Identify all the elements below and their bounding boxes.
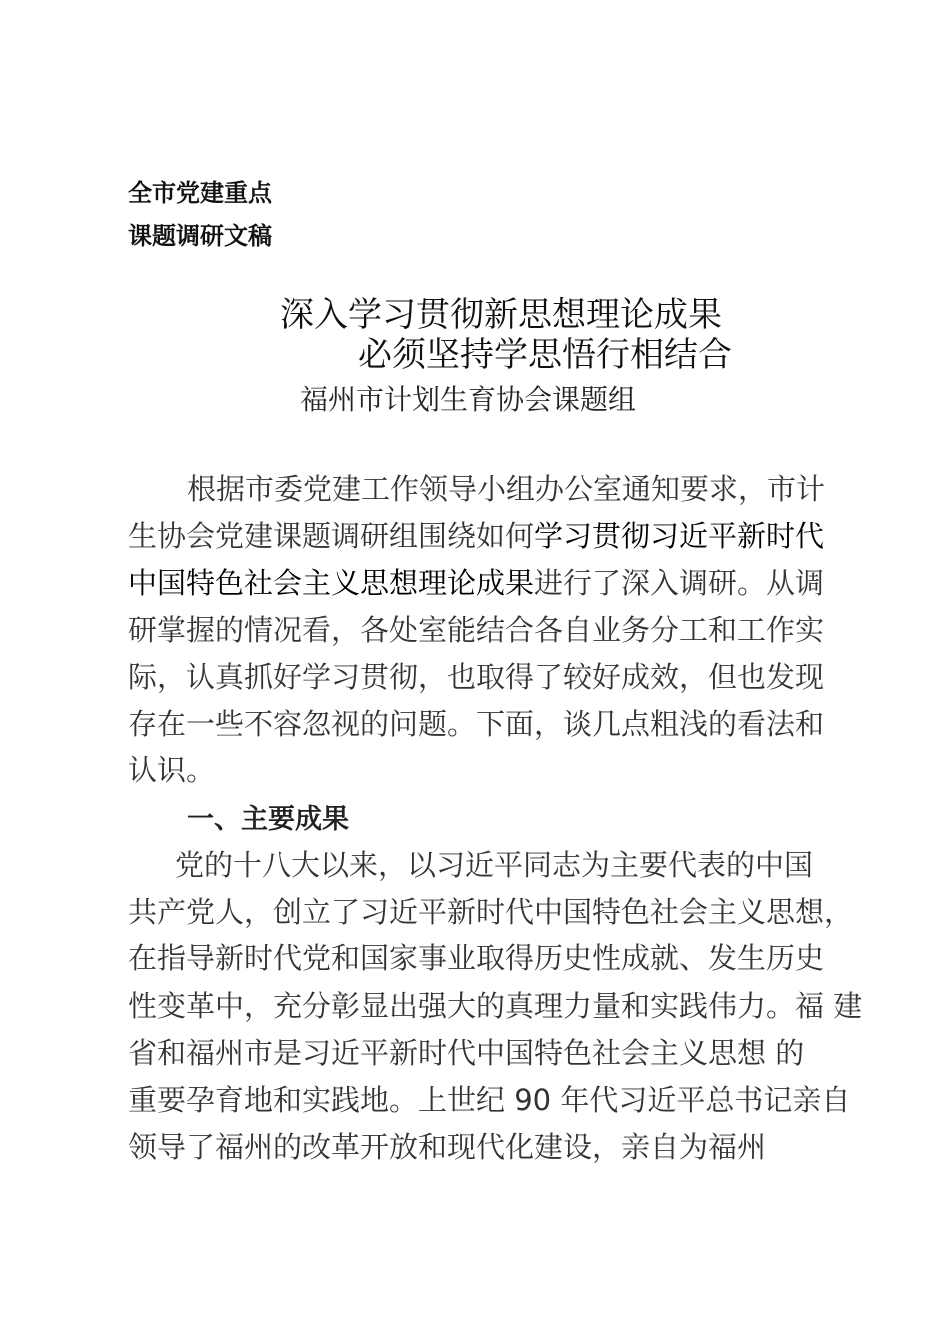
para2-line: 在指导新时代党和国家事业取得历史性成就、发生历史 <box>128 941 825 975</box>
para1-line: 根据市委党建工作领导小组办公室通知要求，市计 <box>187 472 826 506</box>
para2-line: 重要孕育地和实践地。上世纪 90 年代习近平总书记亲自 <box>128 1083 851 1117</box>
para1-line <box>128 519 825 553</box>
para2-line: 领导了福州的改革开放和现代化建设，亲自为福州 <box>128 1130 767 1164</box>
para2-line: 省和福州市是习近平新时代中国特色社会主义思想 的 <box>128 1036 805 1070</box>
para1-line: 认识。 <box>128 753 216 787</box>
para1-line <box>128 566 825 600</box>
para1-line: 际，认真抓好学习贯彻，也取得了较好成效，但也发现 <box>128 660 825 694</box>
para1-line: 存在一些不容忽视的问题。下面，谈几点粗浅的看法和 <box>128 707 825 741</box>
para2-line: 共产党人，创立了习近平新时代中国特色社会主义思想， <box>128 895 854 929</box>
text-run-emphasis: 学习贯彻习近平新时代 <box>534 519 825 553</box>
title-line-1: 深入学习贯彻新思想理论成果 <box>280 295 722 335</box>
text-run: 生协会党建课题调研组围绕如何 <box>128 519 535 553</box>
header-line-1: 全市党建重点 <box>128 179 272 207</box>
para2-line: 性变革中，充分彰显出强大的真理力量和实践伟力。福 建 <box>128 989 863 1023</box>
para1-line: 研掌握的情况看，各处室能结合各自业务分工和工作实 <box>128 613 825 647</box>
header-line-2: 课题调研文稿 <box>128 222 272 250</box>
section-heading: 一、主要成果 <box>187 804 349 835</box>
text-run: 进行了深入调研。从调 <box>534 566 825 600</box>
text-run-emphasis: 中国特色社会主义思想理论成果 <box>128 566 535 600</box>
para2-line: 党的十八大以来，以习近平同志为主要代表的中国 <box>175 848 814 882</box>
title-line-2: 必须坚持学思悟行相结合 <box>358 335 732 375</box>
author-line: 福州市计划生育协会课题组 <box>300 383 637 416</box>
